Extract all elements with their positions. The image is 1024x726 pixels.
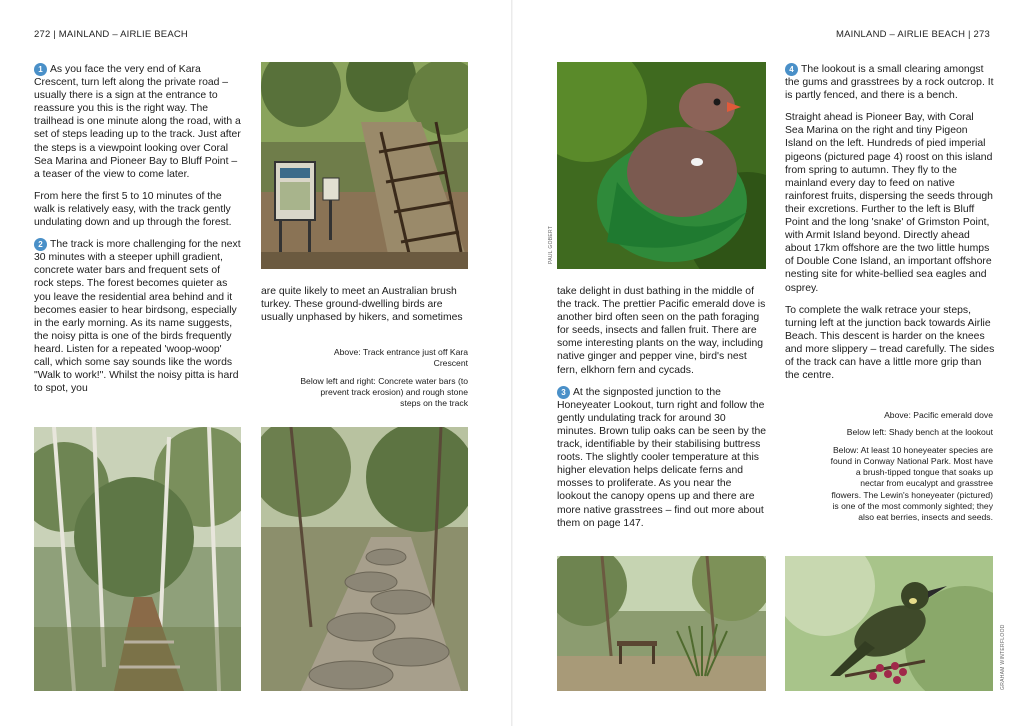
- paragraph: To complete the walk retrace your steps, turning left at the junction back towards Airlie Beach. This descent is harder on the knees and more slippery – tread carefully. The sides of the track can have a little more grip than the centre.: [785, 304, 995, 382]
- running-head-left: 272 | MAINLAND – AIRLIE BEACH: [34, 29, 188, 40]
- photo-pacific-emerald-dove: [557, 62, 766, 269]
- caption-emerald-dove: Above: Pacific emerald dove: [884, 410, 993, 420]
- paragraph: are quite likely to meet an Australian brush turkey. These ground-dwelling birds are usually unphased by hikers, and sometimes: [261, 286, 463, 324]
- photo-rough-stone-steps: [261, 427, 468, 691]
- photo-credit-dove: PAUL GOBERT: [548, 225, 554, 264]
- caption-track-entrance: Above: Track entrance just off Kara Crescent: [333, 347, 468, 369]
- photo-track-entrance: [261, 62, 468, 269]
- paragraph: take delight in dust bathing in the middle of the track. The prettier Pacific emerald dove is another bird often seen on the path foraging for seeds, insects and fallen fruit. There are some interesting plants on the way, including native ginger and pepper vine, bird's nest fern, elkhorn fern and cycads.: [557, 286, 766, 376]
- step-number-badge: 2: [34, 238, 47, 251]
- paragraph: From here the first 5 to 10 minutes of the walk is relatively easy, with the track gently undulating down and up through the forest.: [34, 190, 232, 229]
- paragraph: Straight ahead is Pioneer Bay, with Coral Sea Marina on the right and tiny Pigeon Island on the left. Hundreds of pied imperial pigeons (pictured page 4) roost on this island from spring to autumn. They fly to the mainland every day to feed on native rainforest fruits, dispersing the seeds through their excretions. Further to the left is Bluff Point and the long 'snake' of Grimston Point, with Armit Island beyond. Directly ahead about 17km offshore are the two little humps of Double Cone Island, an important offshore nesting site for white-bellied sea eagles and osprey.: [785, 112, 993, 294]
- running-head-right: MAINLAND – AIRLIE BEACH | 273: [836, 29, 990, 40]
- caption-shady-bench: Below left: Shady bench at the lookout: [846, 427, 993, 438]
- left-page-captions: [300, 347, 468, 415]
- photo-lewins-honeyeater: [785, 556, 993, 691]
- paragraph-step-4: 4 The lookout is a small clearing amongst the gums and grasstrees by a rock outcrop. It is partly fenced, and there is a bench.: [785, 64, 994, 102]
- left-column-1-text: [34, 63, 242, 403]
- step-number-badge: 3: [557, 386, 570, 399]
- right-column-2-text: [785, 63, 995, 403]
- paragraph-step-1: 1 As you face the very end of Kara Crescent, turn left along the private road – usually there is a sign at the entrance to reassure you this is the right way. The trailhead is one minute along the road, with a set of steps leading up to the track. Just after the steps is a viewpoint looking over Coral Sea Marina and Pioneer Bay to Bluff Point – a teaser of the view to come later.: [34, 64, 241, 180]
- caption-honeyeater: Below: At least 10 honeyeater species are found in Conway National Park. Most have a brush-tipped tongue that soaks up nectar from eucalypt and grasstree flowers. The Lewin's honeyeater (pictured) is one of the most commonly sighted; they also eat berries, insects and seeds.: [830, 444, 993, 523]
- photo-shady-bench: [557, 556, 766, 691]
- photo-forest-track-water-bars: [34, 427, 241, 691]
- left-column-2-text: [261, 285, 469, 327]
- photo-credit-honeyeater: GRAHAM WINTERFLOOD: [1000, 624, 1006, 690]
- right-column-1-text: [557, 285, 767, 535]
- right-page-captions: [830, 410, 993, 530]
- page-gutter: [511, 0, 513, 726]
- step-number-badge: 1: [34, 63, 47, 76]
- paragraph-step-2: 2 The track is more challenging for the next 30 minutes with a steeper uphill gradient, concrete water bars and frequent sets of rock steps. The forest becomes quieter as you leave the residential area behind and it becomes easier to hear birdsong, especially in the early morning. As its name suggests, the noisy pitta is one of the birds frequently heard. Listen for a repeated 'woop-woop' call, which some say sounds like the words "Walk to work!". Whilst the noisy pitta is hard to spot, you: [34, 239, 241, 395]
- caption-water-bars-steps: Below left and right: Concrete water bars (to prevent track erosion) and rough stone steps on the track: [300, 375, 468, 409]
- step-number-badge: 4: [785, 63, 798, 76]
- paragraph-step-3: 3 At the signposted junction to the Honeyeater Lookout, turn right and follow the gently undulating track for around 30 minutes. Brown tulip oaks can be seen by the track, identifiable by their stabilising buttress roots. The slightly cooler temperature at this higher elevation helps delicate ferns and mosses to proliferate. As you near the lookout the canopy opens up and there are more native grasstrees – find out more about them on page 147.: [557, 386, 767, 529]
